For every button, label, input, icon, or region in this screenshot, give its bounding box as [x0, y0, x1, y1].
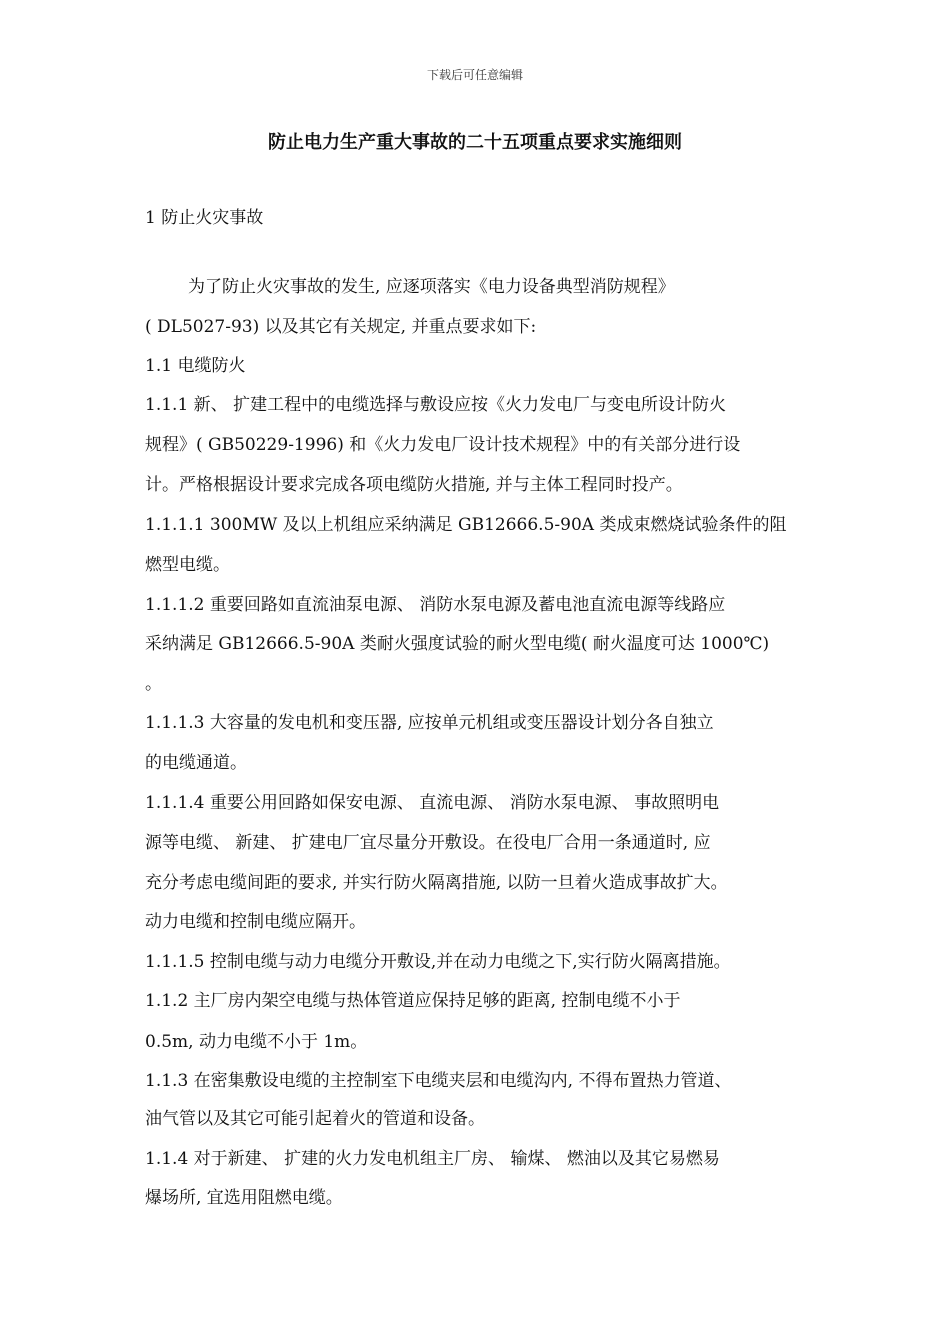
paragraph-line: 1.1.2 主厂房内架空电缆与热体管道应保持足够的距离, 控制电缆不小于 — [145, 991, 681, 1011]
paragraph-line: 的电缆通道。 — [145, 753, 247, 773]
paragraph-line: 源等电缆、 新建、 扩建电厂宜尽量分开敷设。在役电厂合用一条通道时, 应 — [145, 833, 711, 853]
paragraph-line: ( DL5027-93) 以及其它有关规定, 并重点要求如下: — [145, 317, 537, 337]
paragraph-line: 0.5m, 动力电缆不小于 1m。 — [145, 1032, 368, 1052]
paragraph-line: 为了防止火灾事故的发生, 应逐项落实《电力设备典型消防规程》 — [188, 277, 675, 297]
paragraph-line: 。 — [145, 674, 162, 694]
subsection-heading: 1.1 电缆防火 — [145, 356, 246, 376]
paragraph-line: 1.1.1.1 300MW 及以上机组应采纳满足 GB12666.5-90A 类成束燃烧试验条件的阻 — [145, 515, 787, 535]
paragraph-line: 爆场所, 宜选用阻燃电缆。 — [145, 1188, 343, 1208]
paragraph-line: 规程》( GB50229-1996) 和《火力发电厂设计技术规程》中的有关部分进行设 — [145, 435, 741, 455]
paragraph-line: 计。严格根据设计要求完成各项电缆防火措施, 并与主体工程同时投产。 — [145, 475, 683, 495]
paragraph-line: 1.1.1.5 控制电缆与动力电缆分开敷设,并在动力电缆之下,实行防火隔离措施。 — [145, 952, 731, 972]
paragraph-line: 1.1.1.3 大容量的发电机和变压器, 应按单元机组或变压器设计划分各自独立 — [145, 713, 714, 733]
paragraph-line: 1.1.1.4 重要公用回路如保安电源、 直流电源、 消防水泵电源、 事故照明电 — [145, 793, 720, 813]
paragraph-line: 充分考虑电缆间距的要求, 并实行防火隔离措施, 以防一旦着火造成事故扩大。 — [145, 873, 728, 893]
paragraph-line: 1.1.1.2 重要回路如直流油泵电源、 消防水泵电源及蓄电池直流电源等线路应 — [145, 595, 726, 615]
paragraph-line: 燃型电缆。 — [145, 555, 230, 575]
section-heading: 1 防止火灾事故 — [145, 208, 264, 228]
paragraph-line: 油气管以及其它可能引起着火的管道和设备。 — [145, 1109, 485, 1129]
paragraph-line: 动力电缆和控制电缆应隔开。 — [145, 912, 366, 932]
paragraph-line: 采纳满足 GB12666.5-90A 类耐火强度试验的耐火型电缆( 耐火温度可达 1000℃) — [145, 634, 770, 654]
paragraph-line: 1.1.3 在密集敷设电缆的主控制室下电缆夹层和电缆沟内, 不得布置热力管道、 — [145, 1071, 732, 1091]
paragraph-line: 1.1.1 新、 扩建工程中的电缆选择与敷设应按《火力发电厂与变电所设计防火 — [145, 395, 727, 415]
document-title: 防止电力生产重大事故的二十五项重点要求实施细则 — [268, 132, 682, 153]
paragraph-line: 1.1.4 对于新建、 扩建的火力发电机组主厂房、 输煤、 燃油以及其它易燃易 — [145, 1149, 720, 1169]
header-note: 下载后可任意编辑 — [426, 68, 523, 82]
